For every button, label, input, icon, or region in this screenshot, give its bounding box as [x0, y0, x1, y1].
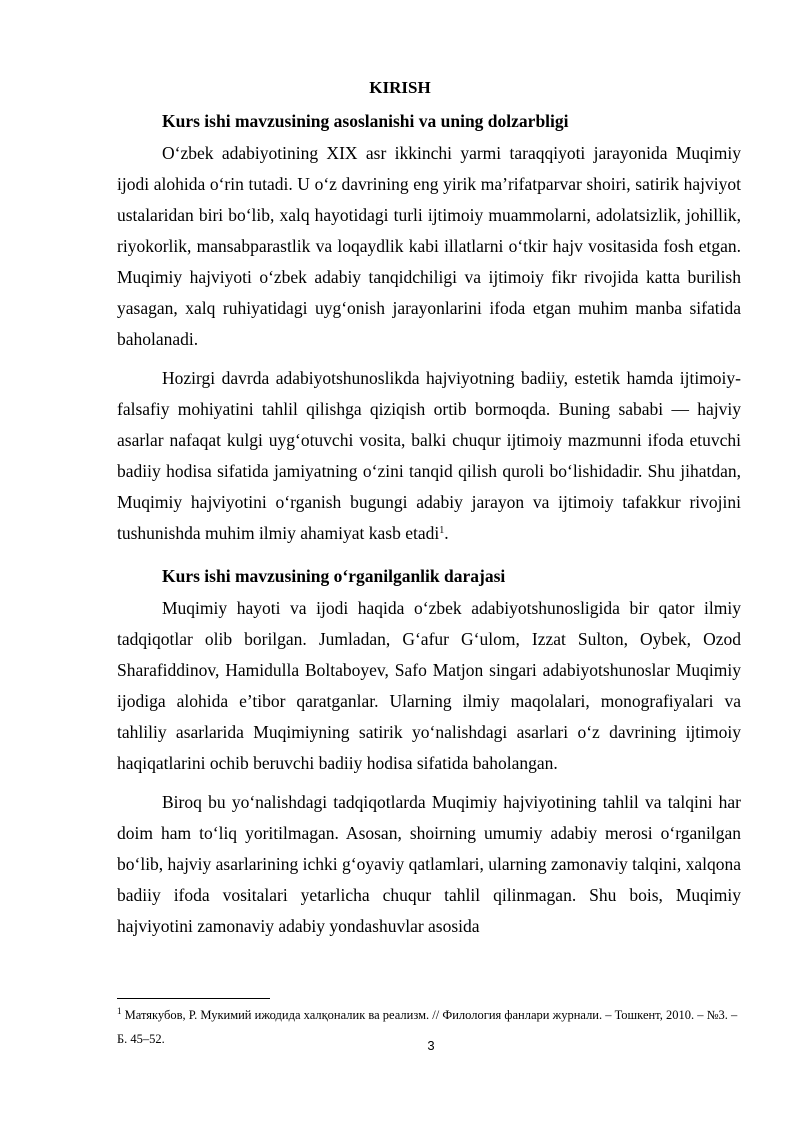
paragraph-scholars: Muqimiy hayoti va ijodi haqida o‘zbek adabiyotshunosligida bir qator ilmiy tadqiqotlar olib borilgan. Jumladan, G‘afur G‘ulom, Izzat Sulton, Oybek, Ozod Sharafiddinov, Hamidulla Boltaboyev, Safo Matjon singari adabiyotshunoslar Muqimiy ijodiga alohida e’tibor qaratganlar. Ularning ilmiy maqolalari, monografiyalari va tahliliy asarlarida Muqimiyning satirik yo‘nalishdagi asarlari o‘z davrining ijtimoiy haqiqatlarini ochib beruvchi badiiy hodisa sifatida baholangan.	[117, 598, 741, 773]
paragraph-modern-research-text: Hozirgi davrda adabiyotshunoslikda hajviyotning badiiy, estetik hamda ijtimoiy-falsafiy mohiyatini tahlil qilishga qiziqish ortib bormoqda. Buning sababi — hajviy asarlar nafaqat kulgi uyg‘otuvchi vosita, balki chuqur ijtimoiy mazmunni ifoda etuvchi badiiy hodisa sifatida jamiyatning o‘zini tanqid qilish quroli bo‘lishidadir. Shu jihatdan, Muqimiy hajviyotini o‘rganish bugungi adabiy jarayon va ijtimoiy tafakkur rivojini tushunishda muhim ilmiy ahamiyat kasb etadi	[117, 368, 741, 543]
paragraph-modern-research	[117, 363, 741, 549]
paragraph-modern-research-end: .	[444, 523, 449, 543]
page-number: 3	[427, 1038, 435, 1053]
footnote-text: Матякубов, Р. Мукимий ижодида халқоналик ва реализм. // Филология фанлари журнали. – Тошкент, 2010. – №3. – Б. 45–52.	[117, 1008, 738, 1046]
page-title: KIRISH	[369, 78, 431, 97]
section-heading-study-level: Kurs ishi mavzusining o‘rganilganlik darajasi	[162, 566, 506, 586]
footnote-divider	[117, 998, 270, 999]
footnote-marker: 1	[117, 1006, 122, 1016]
paragraph-intro: O‘zbek adabiyotining XIX asr ikkinchi yarmi taraqqiyoti jarayonida Muqimiy ijodi alohida o‘rin tutadi. U o‘z davrining eng yirik ma’rifatparvar shoiri, satirik hajviyot ustalaridan biri bo‘lib, xalq hayotidagi turli ijtimoiy muammolarni, adolatsizlik, johillik, riyokorlik, mansabparastlik va loqaydlik kabi illatlarni o‘tkir hajv vositasida fosh etgan. Muqimiy hajviyoti o‘zbek adabiy tanqidchiligi va ijtimoiy fikr rivojida katta burilish yasagan, xalq ruhiyatidagi uyg‘onish jarayonlarini ifoda etgan muhim manba sifatida baholanadi.	[117, 143, 741, 349]
section-heading-relevance: Kurs ishi mavzusining asoslanishi va uning dolzarbligi	[162, 111, 569, 131]
paragraph-research-gap: Biroq bu yo‘nalishdagi tadqiqotlarda Muqimiy hajviyotining tahlil va talqini har doim ham to‘liq yoritilmagan. Asosan, shoirning umumiy adabiy merosi o‘rganilgan bo‘lib, hajviy asarlarining ichki g‘oyaviy qatlamlari, ularning zamonaviy talqini, xalqona badiiy ifoda vositalari yetarlicha chuqur tahlil qilinmagan. Shu bois, Muqimiy hajviyotini zamonaviy adabiy yondashuvlar asosida	[117, 792, 741, 936]
footnote-reference: 1	[439, 525, 445, 536]
